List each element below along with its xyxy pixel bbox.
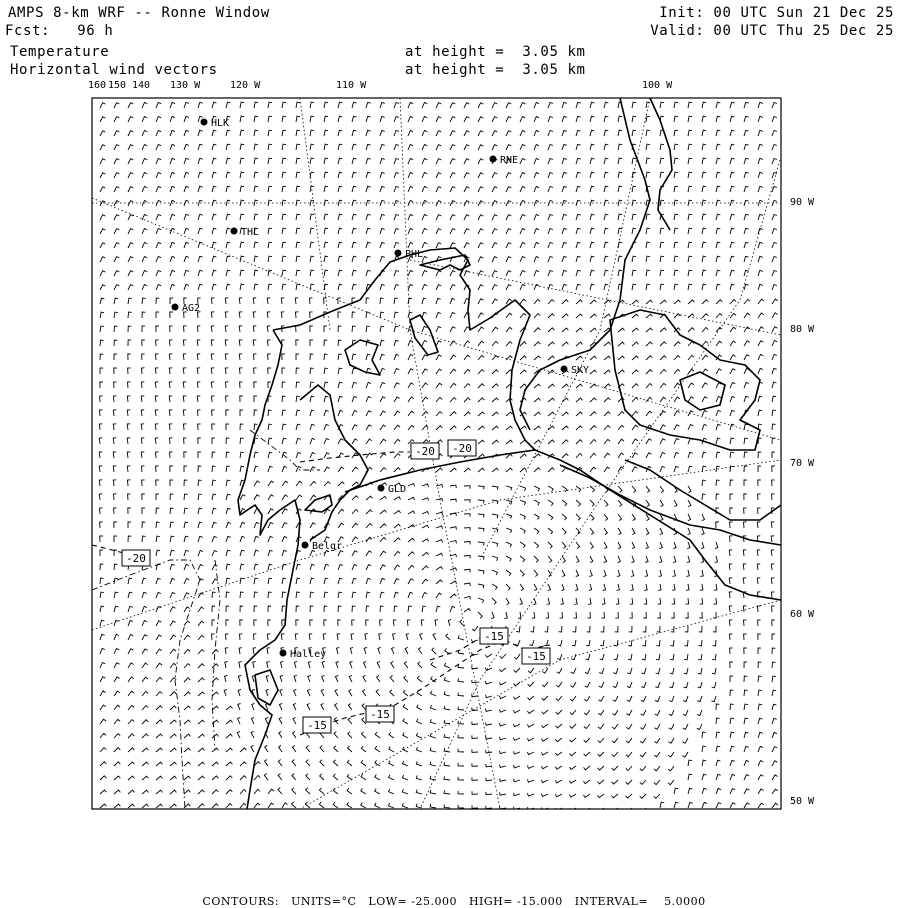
station-dot	[302, 542, 309, 549]
station-label: AG2	[182, 303, 201, 314]
height-label-2: at height = 3.05 km	[405, 62, 586, 78]
station-dot	[395, 250, 402, 257]
lat-label: 50 W	[790, 796, 815, 807]
station-label: Belgr	[312, 541, 343, 552]
station-label: GLD	[388, 484, 407, 495]
footer-low: LOW= -25.000	[368, 895, 457, 908]
lat-label: 70 W	[790, 458, 815, 469]
station-label: RNE	[500, 155, 519, 166]
contour-label: -20	[452, 442, 472, 455]
station-dot	[172, 304, 179, 311]
lon-label: 100 W	[642, 80, 673, 91]
station-dot	[280, 650, 287, 657]
station-dot	[201, 119, 208, 126]
lon-label: 140	[132, 80, 151, 91]
lon-label: 110 W	[336, 80, 367, 91]
station-label: Halley	[290, 649, 327, 660]
contour-label: -20	[415, 445, 435, 458]
contour-info-footer	[0, 882, 900, 908]
field-temperature-label: Temperature	[10, 44, 110, 60]
station-dot	[490, 156, 497, 163]
lon-label: 150	[108, 80, 127, 91]
contour-labels	[122, 440, 550, 733]
contour-label: -20	[126, 552, 146, 565]
footer-interval: INTERVAL= 5.0000	[574, 895, 706, 908]
contour-label: -15	[307, 719, 327, 732]
station-dot	[561, 366, 568, 373]
footer-high: HIGH= -15.000	[468, 895, 563, 908]
valid-time: Valid: 00 UTC Thu 25 Dec 25	[650, 23, 894, 39]
forecast-hour: Fcst: 96 h	[5, 23, 114, 39]
station-label: PHL	[405, 249, 424, 260]
lat-label: 90 W	[790, 197, 815, 208]
init-time: Init: 00 UTC Sun 21 Dec 25	[659, 5, 894, 21]
contour-label: -15	[370, 708, 390, 721]
station-label: HLK	[211, 118, 230, 129]
station-dot	[231, 228, 238, 235]
field-wind-label: Horizontal wind vectors	[10, 62, 218, 78]
coastline	[238, 98, 781, 809]
station-label: THL	[241, 227, 260, 238]
lon-label: 160	[88, 80, 107, 91]
contour-label: -15	[526, 650, 546, 663]
station-dot	[378, 485, 385, 492]
lon-label: 120 W	[230, 80, 261, 91]
height-label-1: at height = 3.05 km	[405, 44, 586, 60]
lon-label: 130 W	[170, 80, 201, 91]
lat-label: 60 W	[790, 609, 815, 620]
footer-units: UNITS=°C	[291, 895, 357, 908]
station-label: SKY	[571, 365, 590, 376]
lat-label: 80 W	[790, 324, 815, 335]
footer-contours: CONTOURS:	[202, 895, 280, 908]
contour-label: -15	[484, 630, 504, 643]
map-title: AMPS 8-km WRF -- Ronne Window	[8, 5, 270, 21]
